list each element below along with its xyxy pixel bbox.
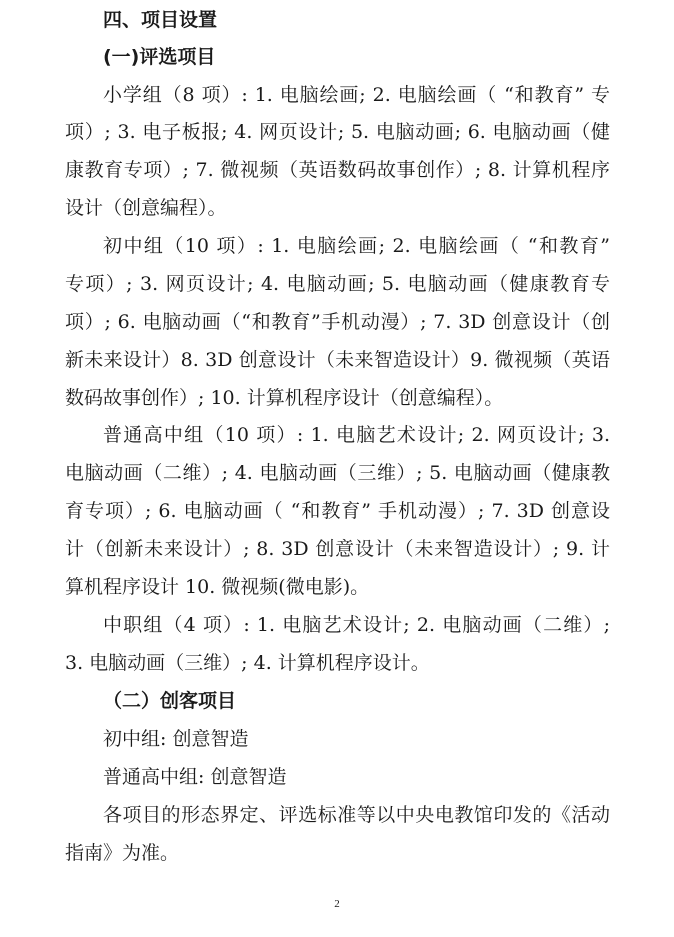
text-line: 数码故事创作）; 10. 计算机程序设计（创意编程）。 — [65, 387, 504, 409]
section-heading: 四、项目设置 — [103, 9, 218, 31]
text-line: 普通高中组（10 项）: 1. 电脑艺术设计; 2. 网页设计; 3. — [103, 424, 610, 446]
text-line: 项）; 3. 电子板报; 4. 网页设计; 5. 电脑动画; 6. 电脑动画（健 — [65, 121, 610, 143]
text-line: 育专项）; 6. 电脑动画（ “和教育” 手机动漫）; 7. 3D 创意设 — [65, 500, 610, 522]
text-line: 电脑动画（二维）; 4. 电脑动画（三维）; 5. 电脑动画（健康教 — [65, 462, 610, 484]
subsection-heading-evaluation: (一)评选项目 — [103, 46, 216, 68]
text-line: 设计（创意编程）。 — [65, 197, 227, 219]
text-line: 康教育专项）; 7. 微视频（英语数码故事创作）; 8. 计算机程序 — [65, 159, 610, 181]
subsection-heading-maker: （二）创客项目 — [103, 690, 237, 712]
text-line: 计（创新未来设计）; 8. 3D 创意设计（未来智造设计）; 9. 计 — [65, 538, 610, 560]
text-line: 中职组（4 项）: 1. 电脑艺术设计; 2. 电脑动画（二维）; — [103, 614, 610, 636]
maker-senior-line: 普通高中组: 创意智造 — [103, 766, 287, 788]
text-line: 指南》为准。 — [65, 842, 180, 864]
text-line: 初中组（10 项）: 1. 电脑绘画; 2. 电脑绘画（ “和教育” — [103, 235, 610, 257]
text-line: 新未来设计）8. 3D 创意设计（未来智造设计）9. 微视频（英语 — [65, 349, 610, 371]
maker-junior-line: 初中组: 创意智造 — [103, 728, 249, 750]
text-line: 项）; 6. 电脑动画（“和教育”手机动漫）; 7. 3D 创意设计（创 — [65, 311, 610, 333]
text-line: 算机程序设计 10. 微视频(微电影)。 — [65, 576, 370, 598]
text-line: 3. 电脑动画（三维）; 4. 计算机程序设计。 — [65, 652, 430, 674]
text-line: 专项）; 3. 网页设计; 4. 电脑动画; 5. 电脑动画（健康教育专 — [65, 273, 610, 295]
text-line: 小学组（8 项）: 1. 电脑绘画; 2. 电脑绘画（ “和教育” 专 — [103, 84, 610, 106]
page-number: 2 — [334, 898, 340, 910]
text-line: 各项目的形态界定、评选标准等以中央电教馆印发的《活动 — [103, 804, 610, 826]
